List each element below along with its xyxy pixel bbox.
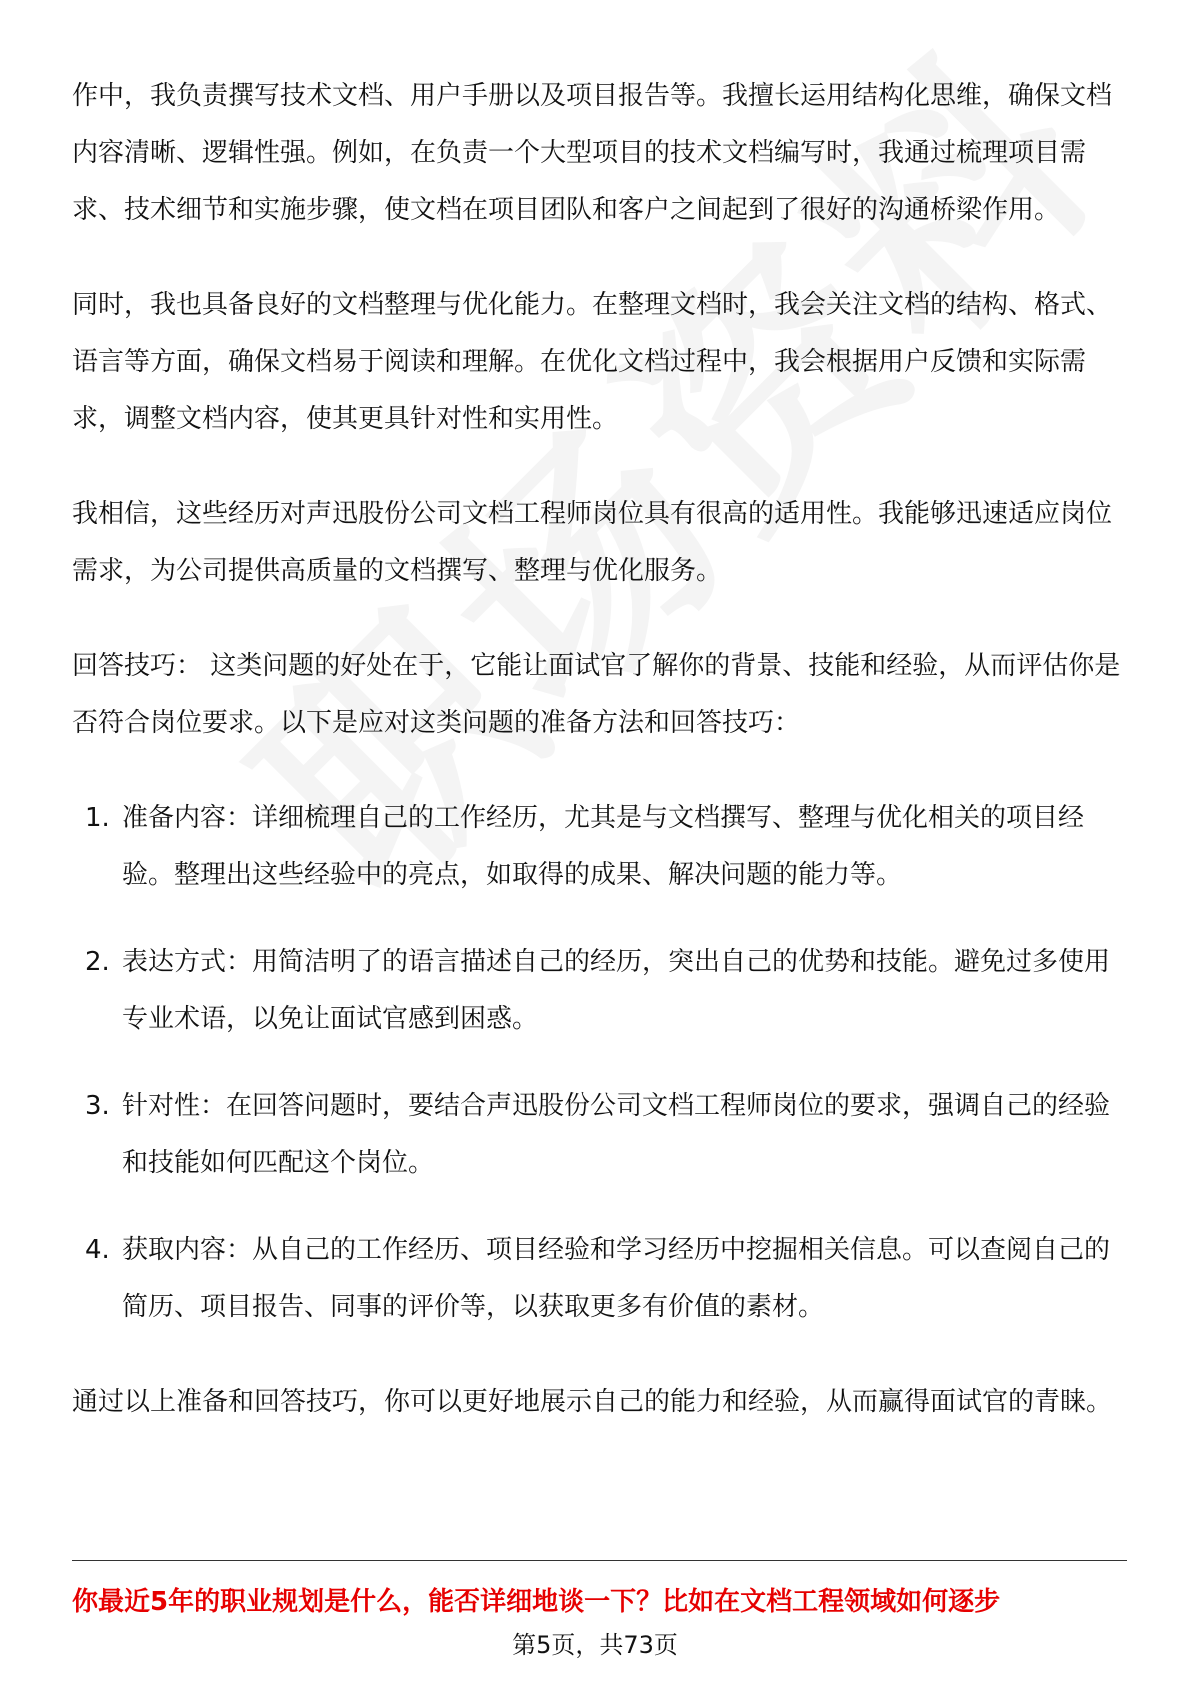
paragraph-answer-tips: 回答技巧： 这类问题的好处在于，它能让面试官了解你的背景、技能和经验，从而评估你是否符合岗位要求。以下是应对这类问题的准备方法和回答技巧：: [72, 651, 1121, 738]
next-question-heading: 你最近5年的职业规划是什么，能否详细地谈一下？比如在文档工程领域如何逐步: [72, 1587, 1001, 1617]
list-item-text: 准备内容：详细梳理自己的工作经历，尤其是与文档撰写、整理与优化相关的项目经验。整理出这些经验中的亮点，如取得的成果、解决问题的能力等。: [122, 803, 1085, 890]
list-item-text: 获取内容：从自己的工作经历、项目经验和学习经历中挖掘相关信息。可以查阅自己的简历、项目报告、同事的评价等，以获取更多有价值的素材。: [122, 1235, 1111, 1322]
list-item: [72, 1078, 1127, 1192]
list-item-number: 4.: [85, 1235, 110, 1265]
paragraph-optimization: 同时，我也具备良好的文档整理与优化能力。在整理文档时，我会关注文档的结构、格式、语言等方面，确保文档易于阅读和理解。在优化文档过程中，我会根据用户反馈和实际需求，调整文档内容，使其更具针对性和实用性。: [72, 290, 1113, 434]
paragraph-suitability: 我相信，这些经历对声迅股份公司文档工程师岗位具有很高的适用性。我能够迅速适应岗位需求，为公司提供高质量的文档撰写、整理与优化服务。: [72, 499, 1113, 586]
paragraph-conclusion: 通过以上准备和回答技巧，你可以更好地展示自己的能力和经验，从而赢得面试官的青睐。: [72, 1387, 1113, 1417]
list-item-text: 针对性：在回答问题时，要结合声迅股份公司文档工程师岗位的要求，强调自己的经验和技能如何匹配这个岗位。: [122, 1091, 1111, 1178]
tips-list: [72, 790, 1127, 1336]
list-item: [72, 790, 1127, 904]
list-item-number: 2.: [85, 947, 110, 977]
list-item: [72, 1222, 1127, 1336]
list-item-text: 表达方式：用简洁明了的语言描述自己的经历，突出自己的优势和技能。避免过多使用专业术语，以免让面试官感到困惑。: [122, 947, 1111, 1034]
document-body: [72, 68, 1127, 1469]
list-item-number: 3.: [85, 1091, 110, 1121]
list-item: [72, 934, 1127, 1048]
page-number: 第5页，共73页: [512, 1631, 678, 1659]
footer-divider: [72, 1560, 1127, 1561]
paragraph-experience: 作中，我负责撰写技术文档、用户手册以及项目报告等。我擅长运用结构化思维，确保文档内容清晰、逻辑性强。例如，在负责一个大型项目的技术文档编写时，我通过梳理项目需求、技术细节和实施步骤，使文档在项目团队和客户之间起到了很好的沟通桥梁作用。: [72, 81, 1113, 225]
list-item-number: 1.: [85, 803, 110, 833]
